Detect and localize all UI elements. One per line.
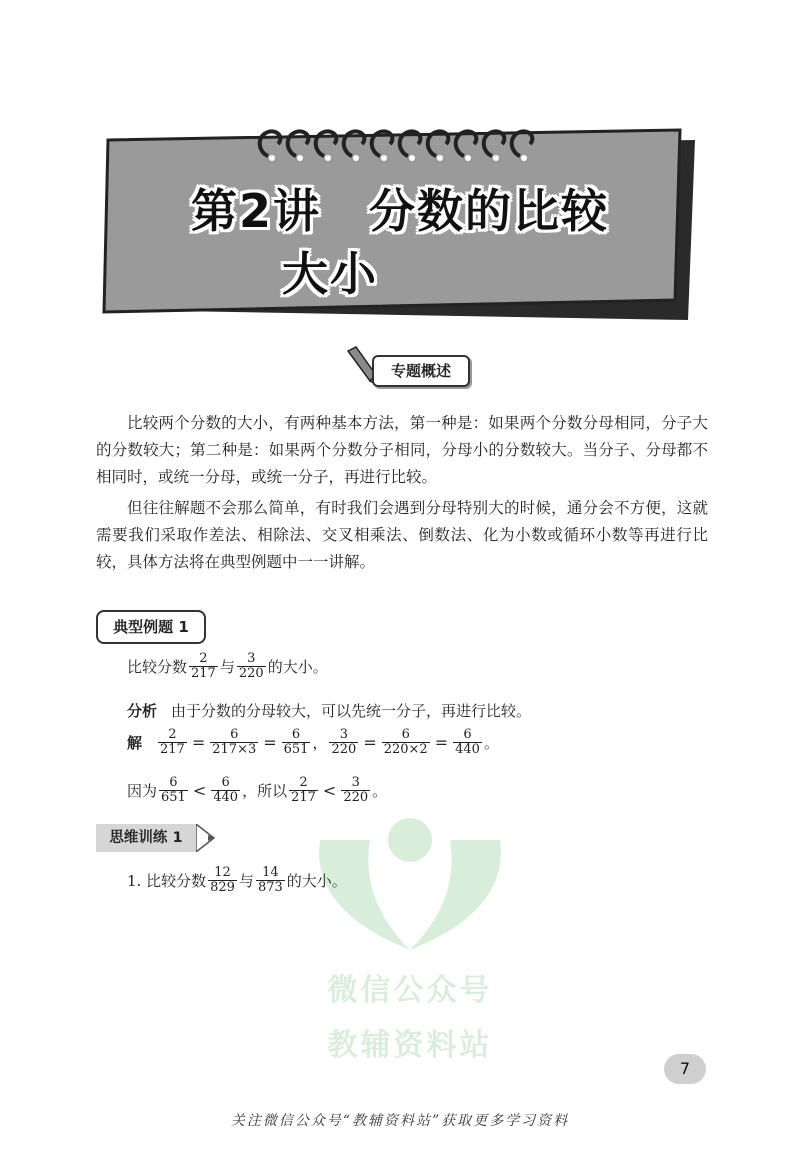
equals-sign: =: [191, 733, 206, 752]
fraction: $\frac{2}{217}$: [160, 727, 185, 757]
training-tag: [96, 824, 216, 852]
fraction: $\frac{6}{651}$: [161, 775, 186, 805]
fraction: $\frac{3}{220}$: [238, 651, 264, 681]
period: 。: [372, 782, 388, 800]
page-title-line-2: 大小: [282, 247, 378, 301]
training-label: 思维训练 1: [96, 824, 196, 852]
fraction: $\frac{12}{829}$: [210, 865, 235, 895]
watermark-line-2: 教辅资料站: [327, 1028, 493, 1063]
fraction: $\frac{6}{220\times 2}$: [383, 727, 428, 757]
overview-tag: [342, 345, 472, 389]
fraction: $\frac{14}{873}$: [257, 865, 283, 895]
overview-label: 专题概述: [372, 355, 470, 387]
period: 。: [483, 734, 499, 752]
pencil-tip-icon: [196, 824, 216, 852]
example-solution: [127, 728, 499, 757]
footer-note: 关注微信公众号“教辅资料站”获取更多学习资料: [230, 1113, 570, 1129]
analysis-text: 由于分数的分母较大，可以先统一分子，再进行比较。: [171, 702, 532, 720]
watermark-line-1: 微信公众号: [327, 973, 493, 1008]
question-prefix: 比较分数: [127, 658, 188, 676]
overview-paragraph-1: 比较两个分数的大小，有两种基本方法，第一种是：如果两个分数分母相同，分子大的分数较大；第二种是：如果两个分数分子相同，分母小的分数较大。当分子、分母都不相同时，或统一分母，或统一分子，再进行比较。: [96, 414, 708, 486]
less-than-sign: <: [322, 781, 337, 800]
fraction: $\frac{6}{217\times 3}$: [212, 727, 257, 757]
fraction: $\frac{6}{440}$: [455, 727, 480, 757]
fraction: $\frac{6}{651}$: [283, 727, 309, 757]
exercise-prefix: 1. 比较分数: [127, 872, 207, 890]
example-analysis: [127, 700, 531, 721]
fraction: $\frac{6}{440}$: [213, 775, 239, 805]
page-number: 7: [664, 1054, 706, 1084]
less-than-sign: <: [192, 781, 207, 800]
example-question: [127, 652, 328, 681]
equals-sign: =: [363, 733, 377, 752]
equals-sign: =: [434, 733, 449, 752]
exercise-suffix: 的大小。: [286, 872, 347, 890]
fraction: $\frac{2}{217}$: [191, 651, 216, 681]
sprout-logo-icon: [300, 800, 520, 960]
question-mid: 与: [219, 658, 235, 676]
fraction: $\frac{3}{220}$: [331, 727, 357, 757]
overview-paragraph-2: 但往往解题不会那么简单，有时我们会遇到分母特别大的时候，通分会不方便，这就需要我们采取作差法、相除法、交叉相乘法、倒数法、化为小数或循环小数等再进行比较，具体方法将在典型例题中一一讲解。: [96, 499, 708, 571]
comma: ，: [312, 734, 328, 752]
page-title-line-1: 第2讲 分数的比较: [190, 184, 609, 238]
example-label: 典型例题 1: [96, 610, 206, 644]
equals-sign: =: [263, 733, 277, 752]
question-suffix: 的大小。: [267, 658, 328, 676]
solution-label: 解: [127, 734, 143, 752]
conclusion-mid: ，所以: [242, 782, 288, 800]
exercise-mid: 与: [238, 872, 254, 890]
analysis-label: 分析: [127, 702, 158, 720]
fraction: $\frac{2}{217}$: [291, 775, 316, 805]
conclusion-prefix: 因为: [127, 782, 158, 800]
title-banner: [100, 120, 700, 330]
fraction: $\frac{3}{220}$: [343, 775, 369, 805]
watermark: [300, 800, 520, 1070]
